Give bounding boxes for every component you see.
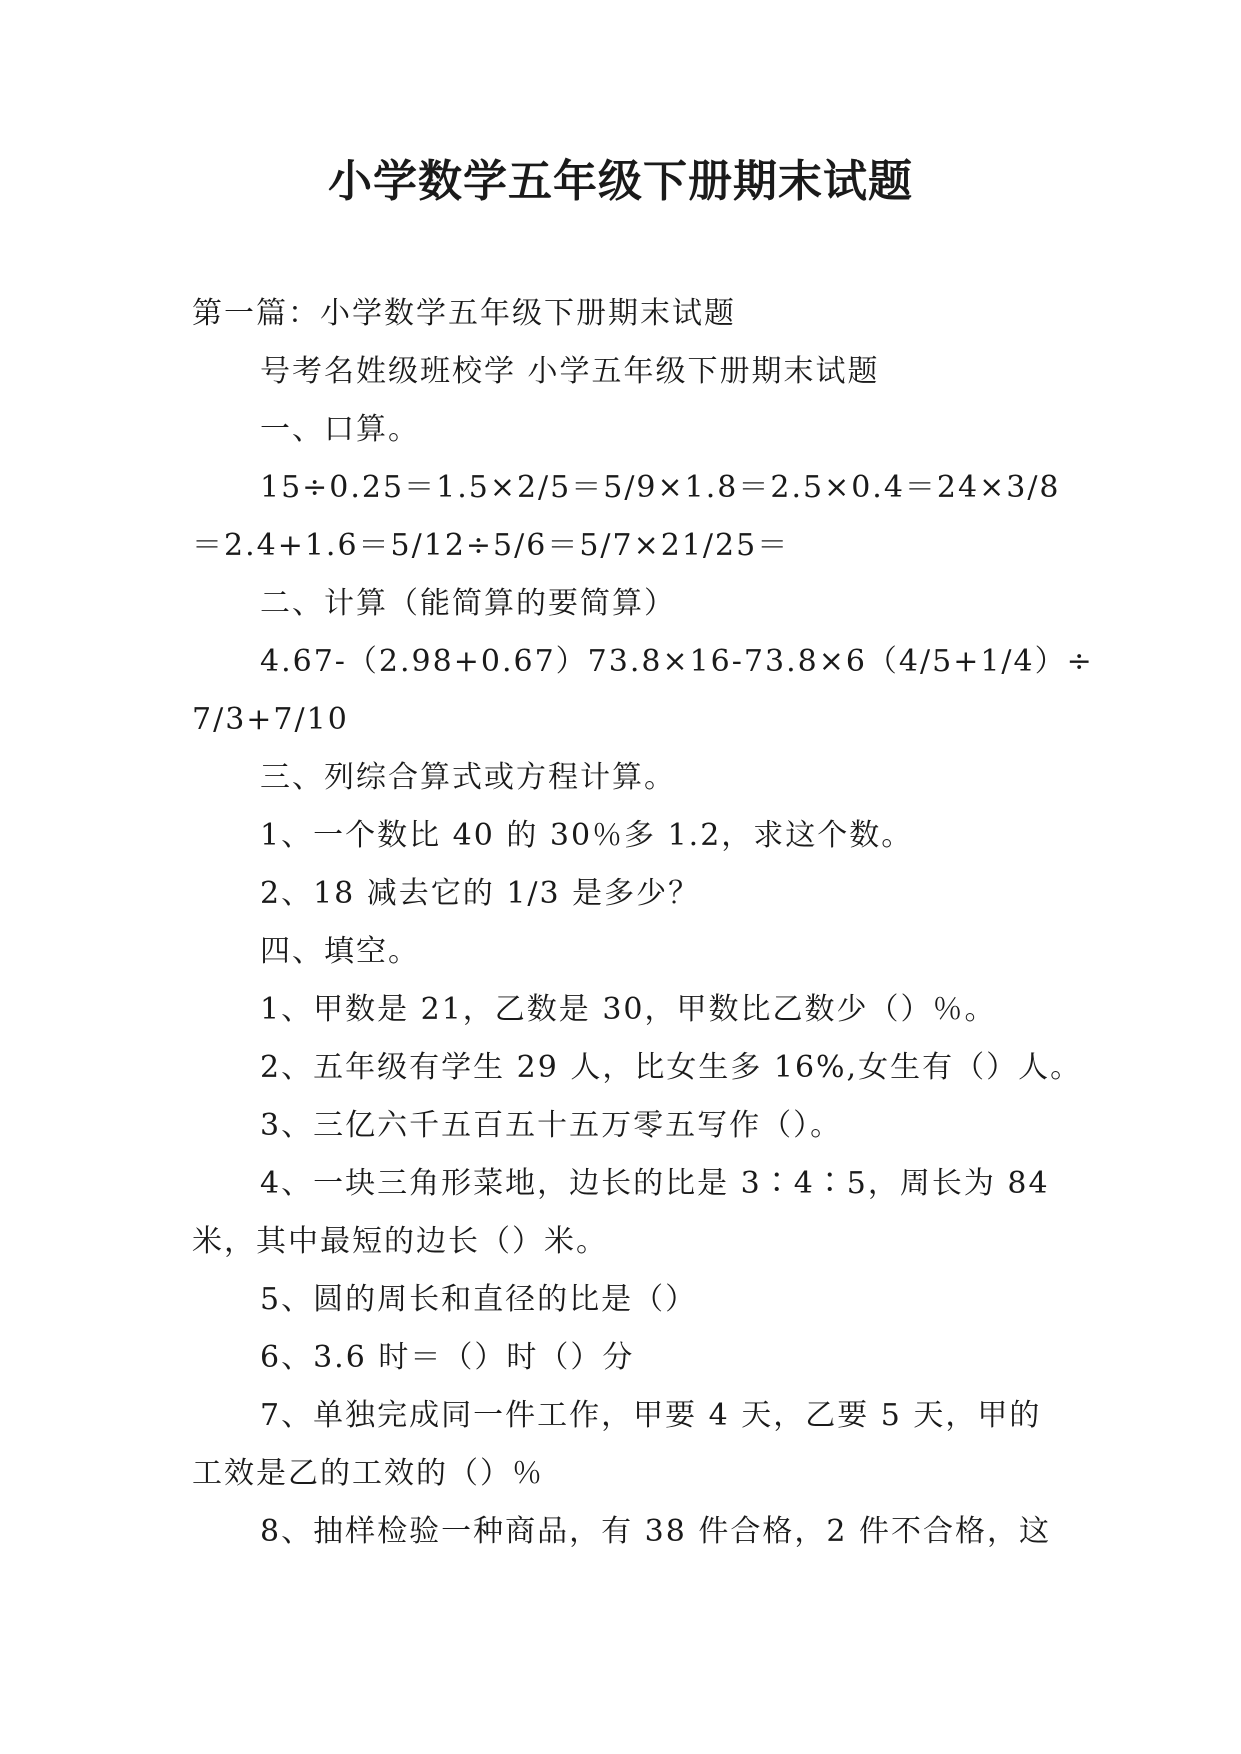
question: 2、五年级有学生 29 人，比女生多 16%,女生有（）人。 — [260, 1050, 1083, 1085]
math-line-continued: 7/3+7/10 — [192, 702, 349, 737]
question: 8、抽样检验一种商品，有 38 件合格，2 件不合格，这 — [260, 1514, 1051, 1549]
math-line: 4.67-（2.98+0.67）73.8×16-73.8×6（4/5+1/4）÷ — [260, 644, 1094, 679]
question: 1、甲数是 21，乙数是 30，甲数比乙数少（）％。 — [260, 992, 997, 1027]
question: 7、单独完成同一件工作，甲要 4 天，乙要 5 天，甲的 — [260, 1398, 1042, 1433]
math-line: 15÷0.25＝1.5×2/5＝5/9×1.8＝2.5×0.4＝24×3/8 — [260, 470, 1061, 505]
question: 4、一块三角形菜地，边长的比是 3∶4∶5，周长为 84 — [260, 1166, 1050, 1201]
document-title: 小学数学五年级下册期末试题 — [328, 156, 913, 207]
question-continued: 工效是乙的工效的（）％ — [192, 1456, 544, 1491]
section-label: 二、计算（能简算的要简算） — [260, 586, 676, 621]
question-continued: 米，其中最短的边长（）米。 — [192, 1224, 608, 1259]
question: 1、一个数比 40 的 30％多 1.2，求这个数。 — [260, 818, 914, 853]
question: 3、三亿六千五百五十五万零五写作（）。 — [260, 1108, 843, 1143]
paragraph: 号考名姓级班校学 小学五年级下册期末试题 — [260, 354, 880, 389]
question: 5、圆的周长和直径的比是（） — [260, 1282, 698, 1317]
section-label: 一、口算。 — [260, 412, 420, 447]
document-body — [192, 285, 1094, 1561]
section-label: 三、列综合算式或方程计算。 — [260, 760, 676, 795]
question: 6、3.6 时＝（）时（）分 — [260, 1340, 635, 1375]
section-heading: 第一篇：小学数学五年级下册期末试题 — [192, 296, 736, 331]
section-label: 四、填空。 — [260, 934, 420, 969]
question: 2、18 减去它的 1/3 是多少？ — [260, 876, 701, 911]
math-line-continued: ＝2.4+1.6＝5/12÷5/6＝5/7×21/25＝ — [192, 528, 790, 563]
